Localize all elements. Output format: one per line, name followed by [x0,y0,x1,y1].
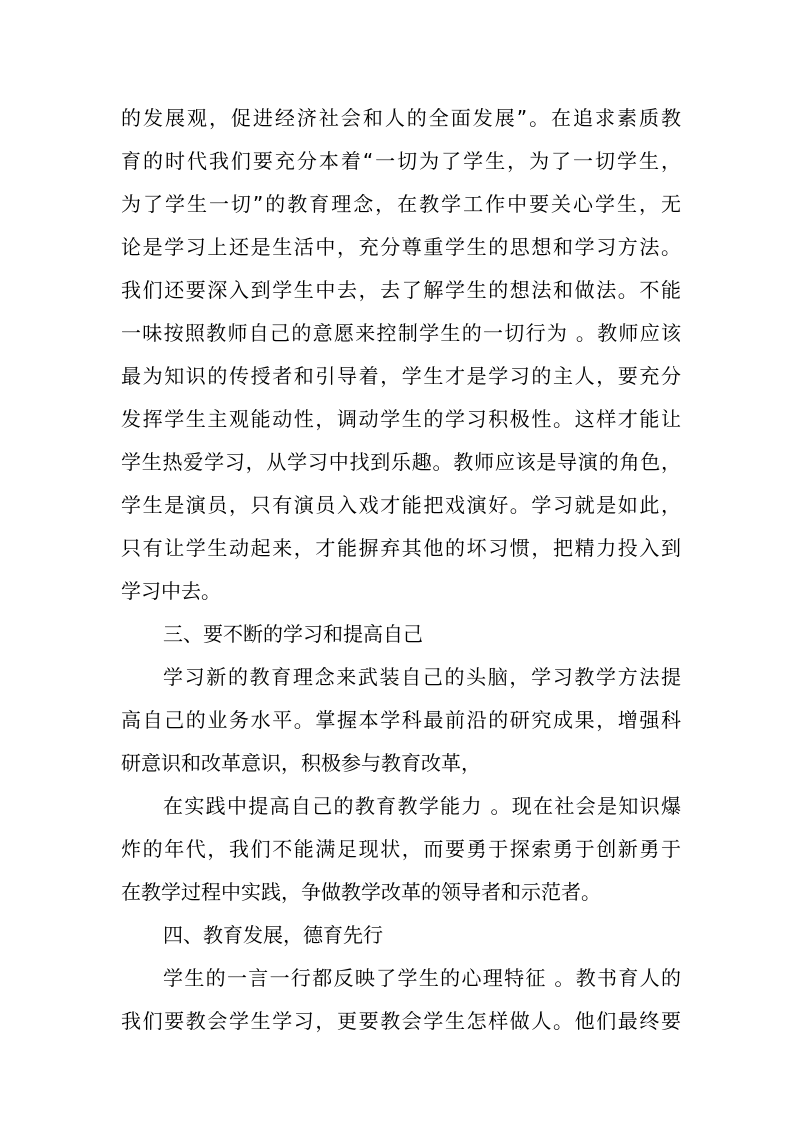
text-line: 学习新的教育理念来武装自己的头脑，学习教学方法提 [163,665,681,689]
text-line: 的发展观，促进经济社会和人的全面发展”。在追求素质教 [121,106,681,130]
text-line: 我们还要深入到学生中去，去了解学生的想法和做法。不能 [121,278,681,302]
text-line: 炸的年代，我们不能满足现状，而要勇于探索勇于创新勇于 [121,837,681,861]
text-line: 我们要教会学生学习，更要教会学生怎样做人。他们最终要 [121,1009,681,1033]
text-line: 育的时代我们要充分本着“一切为了学生，为了一切学生， [121,149,681,173]
text-line: 最为知识的传授者和引导着，学生才是学习的主人，要充分 [121,364,681,388]
text-line: 研意识和改革意识，积极参与教育改革， [121,751,481,775]
text-line: 只有让学生动起来，才能摒弃其他的坏习惯，把精力投入到 [121,536,681,560]
text-line: 为了学生一切”的教育理念，在教学工作中要关心学生，无 [121,192,681,216]
text-line: 发挥学生主观能动性，调动学生的学习积极性。这样才能让 [121,407,681,431]
text-line: 在教学过程中实践，争做教学改革的领导者和示范者。 [121,880,601,904]
section-heading: 三、要不断的学习和提高自己 [163,622,423,646]
text-line: 学习中去。 [121,579,221,603]
text-line: 学生的一言一行都反映了学生的心理特征 。教书育人的 [163,966,681,990]
text-line: 学生是演员，只有演员入戏才能把戏演好。学习就是如此， [121,493,681,517]
section-heading: 四、教育发展，德育先行 [163,923,383,947]
text-line: 在实践中提高自己的教育教学能力 。现在社会是知识爆 [163,794,681,818]
text-line: 高自己的业务水平。掌握本学科最前沿的研究成果，增强科 [121,708,681,732]
text-line: 论是学习上还是生活中，充分尊重学生的思想和学习方法。 [121,235,681,259]
text-line: 学生热爱学习，从学习中找到乐趣。教师应该是导演的角色， [121,450,681,474]
text-line: 一味按照教师自己的意愿来控制学生的一切行为 。教师应该 [121,321,681,345]
